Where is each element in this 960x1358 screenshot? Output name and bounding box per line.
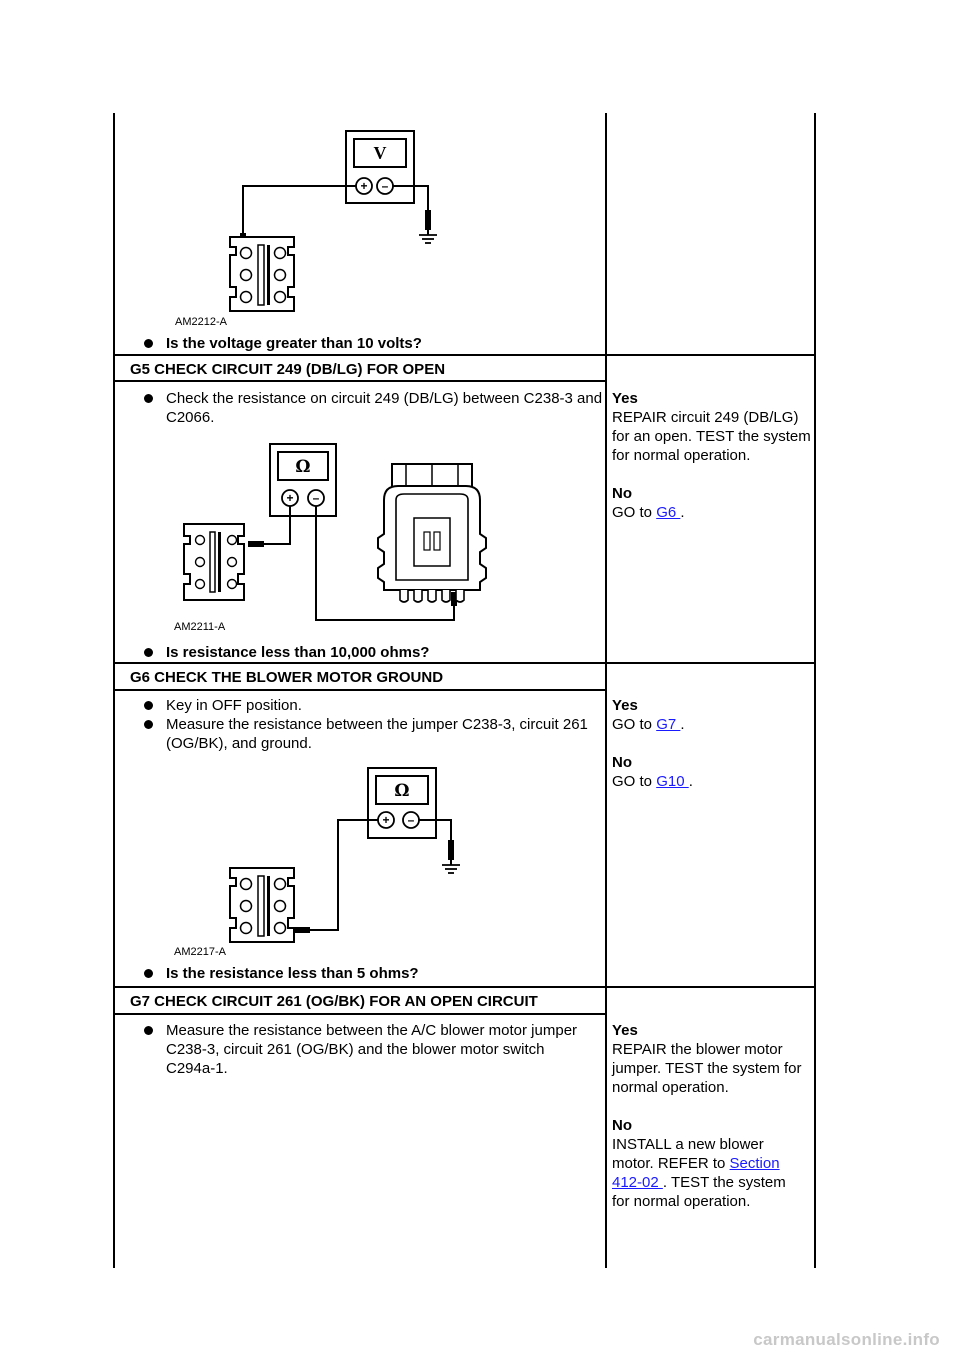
header-underline bbox=[113, 689, 607, 691]
header-underline bbox=[113, 380, 607, 382]
svg-text:–: – bbox=[407, 813, 415, 827]
step-header-g5: G5 CHECK CIRCUIT 249 (DB/LG) FOR OPEN bbox=[130, 361, 446, 378]
figure-id: AM2211-A bbox=[174, 621, 226, 633]
no-label: No bbox=[612, 1117, 632, 1134]
yes-action: REPAIR the blower motor jumper. TEST the system for normal operation. bbox=[612, 1041, 802, 1096]
link-g10[interactable]: G10 bbox=[656, 773, 689, 790]
meter-symbol: V bbox=[373, 143, 387, 163]
link-g7[interactable]: G7 bbox=[656, 716, 681, 733]
step-header-g7: G7 CHECK CIRCUIT 261 (OG/BK) FOR AN OPEN CIRCUIT bbox=[130, 993, 538, 1010]
yes-label: Yes bbox=[612, 697, 638, 714]
header-underline bbox=[113, 1013, 607, 1015]
no-action: INSTALL a new blower motor. REFER to bbox=[612, 1136, 764, 1172]
svg-text:–: – bbox=[312, 491, 320, 505]
question-resistance-5: Is the resistance less than 5 ohms? bbox=[142, 964, 419, 983]
step-g5-instruction: Check the resistance on circuit 249 (DB/LG) between C238-3 and C2066. bbox=[142, 389, 606, 427]
svg-text:+: + bbox=[382, 813, 390, 827]
g6-responses: Yes GO to G7 . No GO to G10 . bbox=[612, 696, 812, 791]
svg-text:–: – bbox=[381, 179, 389, 193]
ohmmeter-ground-diagram bbox=[170, 762, 470, 962]
no-label: No bbox=[612, 485, 632, 502]
step-g6-instruction-2: Measure the resistance between the jumper C238-3, circuit 261 (OG/BK), and ground. bbox=[142, 715, 606, 753]
watermark: carmanualsonline.info bbox=[753, 1330, 940, 1349]
step-header-g6: G6 CHECK THE BLOWER MOTOR GROUND bbox=[130, 669, 444, 686]
row-separator bbox=[113, 354, 816, 356]
no-label: No bbox=[612, 754, 632, 771]
svg-text:+: + bbox=[360, 179, 368, 193]
yes-label: Yes bbox=[612, 1022, 638, 1039]
meter-symbol: Ω bbox=[394, 781, 410, 801]
step-g6-instruction-1: Key in OFF position. bbox=[142, 696, 606, 715]
table-right-border bbox=[814, 113, 816, 1268]
link-g6[interactable]: G6 bbox=[656, 504, 681, 521]
svg-text:+: + bbox=[286, 491, 294, 505]
g5-responses: Yes REPAIR circuit 249 (DB/LG) for an open. TEST the system for normal operation. No GO to G6 . bbox=[612, 390, 811, 521]
figure-id: AM2212-A bbox=[175, 316, 227, 328]
row-separator bbox=[113, 662, 816, 664]
row-separator bbox=[113, 986, 816, 988]
question-voltage: Is the voltage greater than 10 volts? bbox=[142, 334, 422, 353]
question-resistance-10000: Is resistance less than 10,000 ohms? bbox=[142, 643, 429, 662]
ohmmeter-circuit-249-diagram bbox=[170, 440, 490, 635]
voltmeter-diagram bbox=[170, 125, 470, 330]
link-section-412-02[interactable]: Section 412-02 bbox=[612, 1155, 780, 1191]
g7-responses: Yes REPAIR the blower motor jumper. TEST the system for normal operation. No INSTALL a new blower motor. REFER to Section 412-02 . TEST the system for normal operation. bbox=[612, 1022, 802, 1210]
figure-id: AM2217-A bbox=[174, 946, 226, 958]
yes-label: Yes bbox=[612, 390, 638, 407]
meter-symbol: Ω bbox=[295, 457, 311, 477]
yes-action: REPAIR circuit 249 (DB/LG) for an open. TEST the system for normal operation. bbox=[612, 409, 811, 464]
step-g7-instruction: Measure the resistance between the A/C blower motor jumper C238-3, circuit 261 (OG/BK) and the blower motor switch C294a-1. bbox=[142, 1021, 586, 1078]
